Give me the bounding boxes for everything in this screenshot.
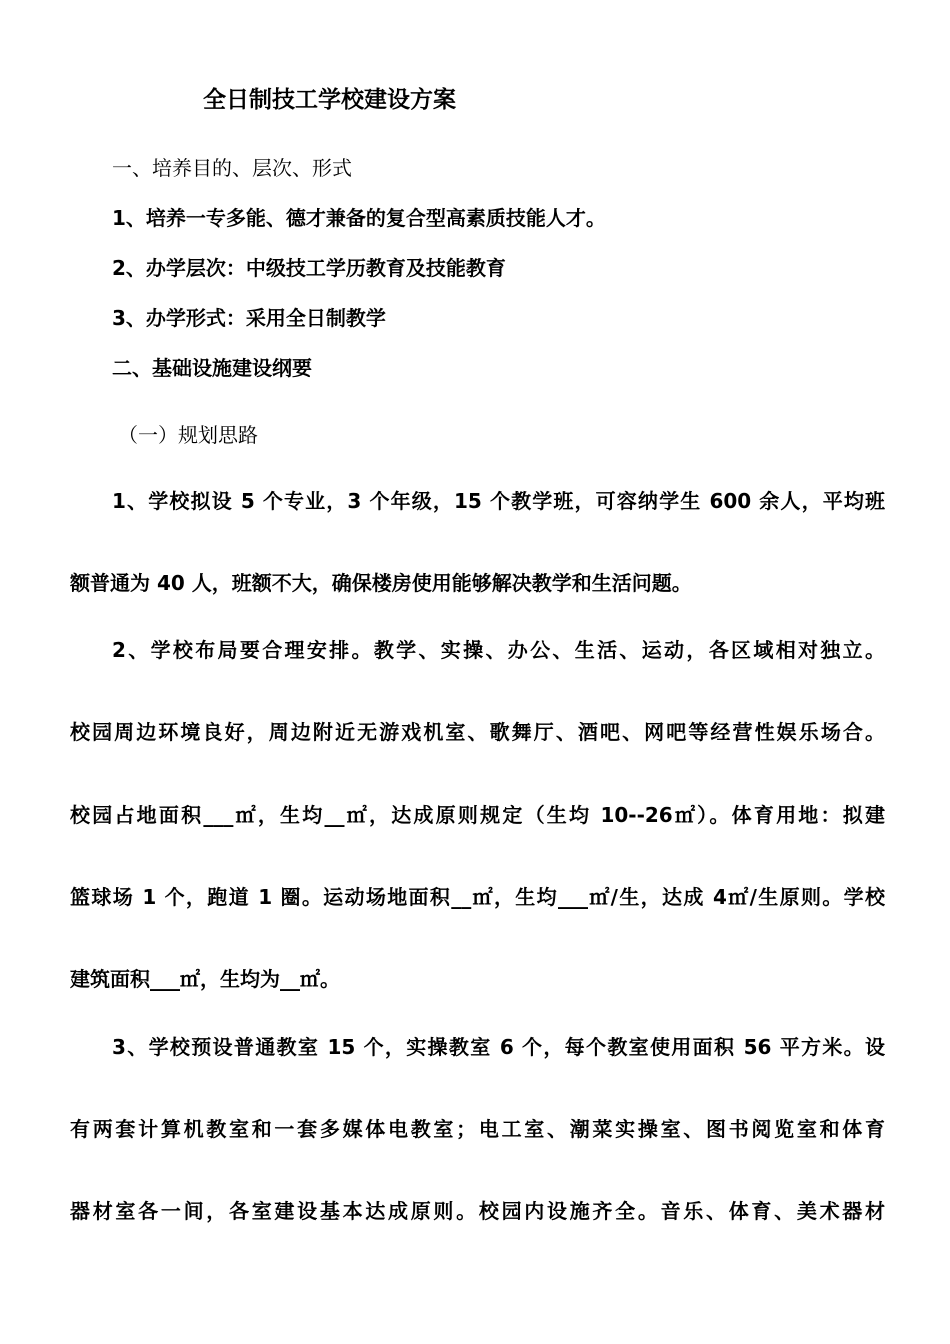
paragraph-3-line-1: 3、学校预设普通教室 15 个，实操教室 6 个，每个教室使用面积 56 平方米。设 (112, 1035, 885, 1059)
paragraph-2-line-2: 校园周边环境良好，周边附近无游戏机室、歌舞厅、酒吧、网吧等经营性娱乐场合。 (70, 720, 885, 744)
section1-item-1: 1、培养一专多能、德才兼备的复合型高素质技能人才。 (112, 206, 606, 230)
document-title: 全日制技工学校建设方案 (203, 87, 456, 113)
paragraph-3-line-3: 器材室各一间，各室建设基本达成原则。校园内设施齐全。音乐、体育、美术器材 (70, 1199, 885, 1223)
section1-item-3: 3、办学形式：采用全日制教学 (112, 306, 386, 330)
paragraph-2-line-4: 篮球场 1 个，跑道 1 圈。运动场地面积__㎡，生均___㎡/生，达成 4㎡/生原则。学校 (70, 885, 885, 909)
section-heading-1: 一、培养目的、层次、形式 (112, 156, 352, 180)
paragraph-3-line-2: 有两套计算机教室和一套多媒体电教室；电工室、潮菜实操室、图书阅览室和体育 (70, 1117, 885, 1141)
paragraph-1-line-1: 1、学校拟设 5 个专业，3 个年级，15 个教学班，可容纳学生 600 余人，平均班 (112, 489, 885, 513)
subsection-heading: （一）规划思路 (118, 423, 258, 447)
paragraph-2-line-3: 校园占地面积___㎡，生均__㎡，达成原则规定（生均 10--26㎡）。体育用地：拟建 (70, 803, 885, 827)
paragraph-2-line-1: 2、学校布局要合理安排。教学、实操、办公、生活、运动，各区域相对独立。 (112, 638, 885, 662)
section-heading-2: 二、基础设施建设纲要 (112, 356, 312, 380)
paragraph-2-line-5: 建筑面积___㎡，生均为__㎡。 (70, 967, 340, 991)
paragraph-1-line-2: 额普通为 40 人，班额不大，确保楼房使用能够解决教学和生活问题。 (70, 571, 692, 595)
section1-item-2: 2、办学层次：中级技工学历教育及技能教育 (112, 256, 506, 280)
